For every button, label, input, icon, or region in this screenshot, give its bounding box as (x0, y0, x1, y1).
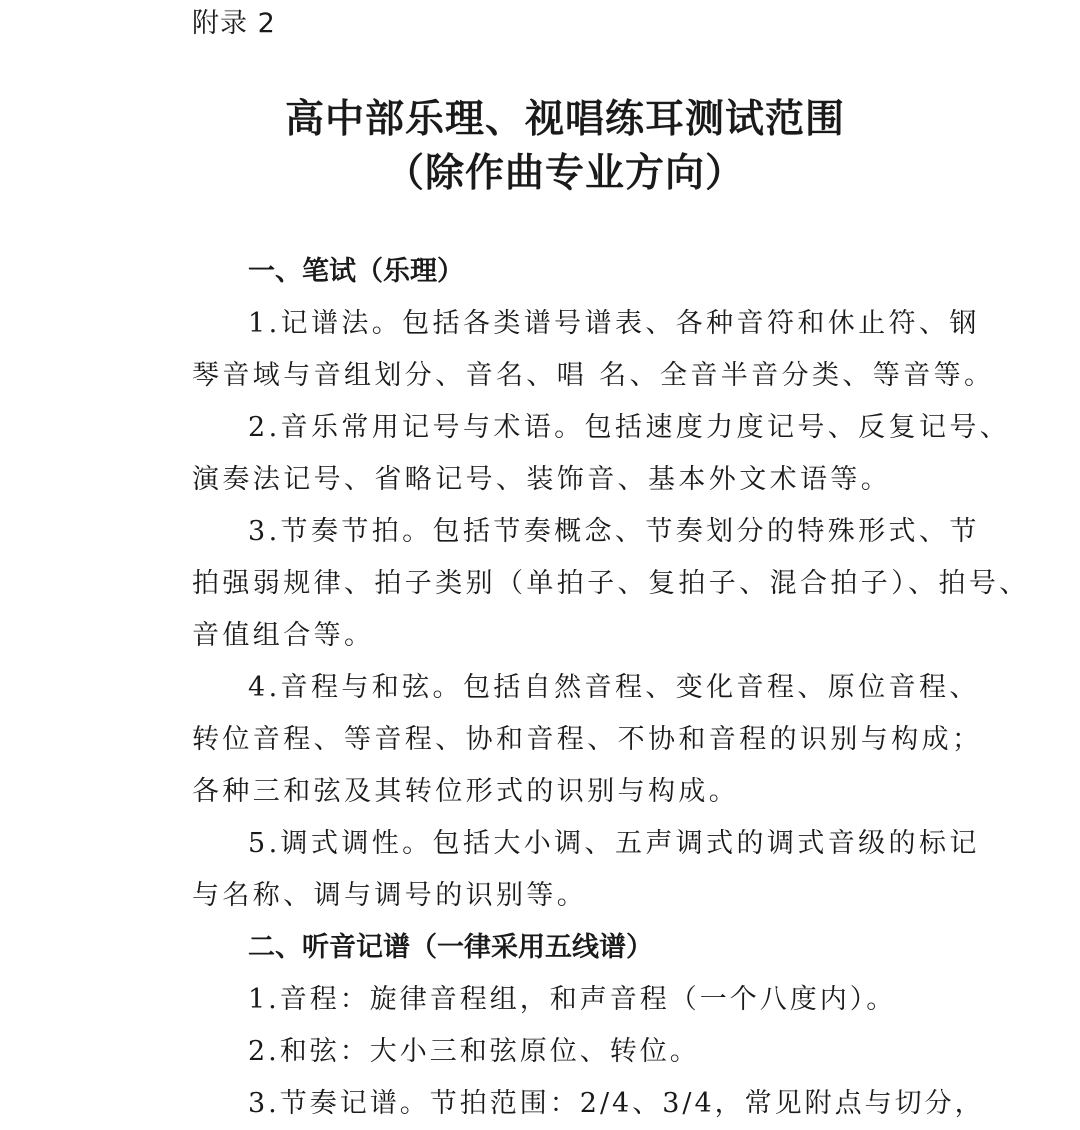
list-item-rhythm-dictation: 3.节奏记谱。节拍范围：2/4、3/4，常见附点与切分， (248, 1088, 985, 1119)
paragraph-line: 1.记谱法。包括各类谱号谱表、各种音符和休止符、钢 (248, 308, 980, 339)
document-title (190, 92, 940, 200)
title-line-2: （除作曲专业方向） (384, 150, 745, 196)
paragraph-line: 拍强弱规律、拍子类别（单拍子、复拍子、混合拍子）、拍号、 (192, 568, 1030, 599)
list-item-intervals: 1.音程：旋律音程组，和声音程（一个八度内）。 (248, 984, 897, 1015)
document-body (192, 246, 1030, 1130)
paragraph-rhythm-meter (192, 506, 1030, 662)
title-line-1: 高中部乐理、视唱练耳测试范围 (284, 96, 845, 142)
paragraph-line: 音值组合等。 (192, 620, 375, 651)
paragraph-notation (192, 298, 995, 402)
appendix-label: 附录 2 (192, 8, 276, 39)
section-heading-dictation: 二、听音记谱（一律采用五线谱） (248, 932, 653, 963)
paragraph-line: 5.调式调性。包括大小调、五声调式的调式音级的标记 (248, 828, 980, 859)
paragraph-intervals-chords (192, 662, 983, 818)
paragraph-line: 琴音域与音组划分、音名、唱 名、全音半音分类、等音等。 (192, 360, 995, 391)
paragraph-line: 4.音程与和弦。包括自然音程、变化音程、原位音程、 (248, 672, 980, 703)
paragraph-line: 转位音程、等音程、协和音程、不协和音程的识别与构成； (192, 724, 983, 755)
paragraph-line: 各种三和弦及其转位形式的识别与构成。 (192, 776, 740, 807)
list-item-chords: 2.和弦：大小三和弦原位、转位。 (248, 1036, 700, 1067)
section-heading-written-test: 一、笔试（乐理） (248, 256, 464, 287)
paragraph-line: 2.音乐常用记号与术语。包括速度力度记号、反复记号、 (248, 412, 1011, 443)
paragraph-line: 与名称、调与调号的识别等。 (192, 880, 588, 911)
paragraph-symbols-terms (192, 402, 1011, 506)
paragraph-modes-keys (192, 818, 980, 922)
paragraph-line: 3.节奏节拍。包括节奏概念、节奏划分的特殊形式、节 (248, 516, 980, 547)
paragraph-line: 演奏法记号、省略记号、装饰音、基本外文术语等。 (192, 464, 892, 495)
